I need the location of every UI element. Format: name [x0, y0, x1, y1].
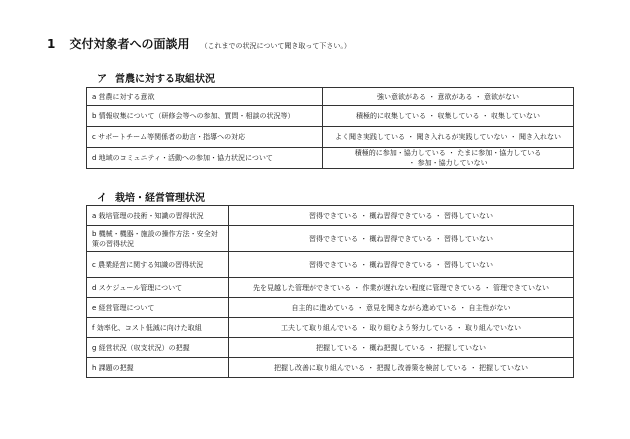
answer-options: 把握し改善に取り組んでいる ・ 把握し改善策を検討している ・ 把握していない: [229, 358, 574, 378]
table-row: [87, 88, 574, 106]
answer-options: 強い意欲がある ・ 意欲がある ・ 意欲がない: [323, 88, 574, 106]
answer-options: よく聞き実践している ・ 聞き入れるが実践していない ・ 聞き入れない: [323, 127, 574, 148]
section-b-heading: [97, 189, 205, 204]
table-row: [87, 252, 574, 278]
section-a-title: 営農に対する取組状況: [115, 74, 215, 85]
table-row: [87, 206, 574, 226]
question-cell: c 農業経営に関する知識の習得状況: [87, 252, 229, 278]
question-cell: b 機械・機器・施設の操作方法・安全対策の習得状況: [87, 226, 229, 252]
question-cell: c サポートチーム等関係者の助言・指導への対応: [87, 127, 323, 148]
answer-options: 習得できている ・ 概ね習得できている ・ 習得していない: [229, 226, 574, 252]
table-row: [87, 358, 574, 378]
section-a-heading: [97, 70, 215, 85]
answer-options: 自主的に進めている ・ 意見を聞きながら進めている ・ 自主性がない: [229, 298, 574, 318]
section-b-title: 栽培・経営管理状況: [115, 193, 205, 204]
table-row: [87, 278, 574, 298]
question-cell: a 営農に対する意欲: [87, 88, 323, 106]
table-row: [87, 148, 574, 169]
answer-options: 先を見越した管理ができている ・ 作業が遅れない程度に管理できている ・ 管理できていない: [229, 278, 574, 298]
table-row: [87, 127, 574, 148]
question-cell: f 効率化、コスト低減に向けた取組: [87, 318, 229, 338]
answer-options: 積極的に参加・協力している ・ たまに参加・協力している ・ 参加・協力していない: [323, 148, 574, 169]
question-cell: h 課題の把握: [87, 358, 229, 378]
answer-options: 把握している ・ 概ね把握している ・ 把握していない: [229, 338, 574, 358]
answer-options: 習得できている ・ 概ね習得できている ・ 習得していない: [229, 252, 574, 278]
question-cell: e 経営管理について: [87, 298, 229, 318]
table-row: [87, 226, 574, 252]
table-row: [87, 318, 574, 338]
title-number: 1: [47, 37, 56, 51]
answer-options: 工夫して取り組んでいる ・ 取り組むよう努力している ・ 取り組んでいない: [229, 318, 574, 338]
question-cell: b 情報収集について（研修会等への参加、質問・相談の状況等）: [87, 106, 323, 127]
table-row: [87, 298, 574, 318]
question-cell: d スケジュール管理について: [87, 278, 229, 298]
section-b-mark: イ: [97, 193, 107, 204]
question-cell: g 経営状況（収支状況）の把握: [87, 338, 229, 358]
title-note: （これまでの状況について聞き取って下さい。）: [200, 42, 351, 50]
table-row: [87, 338, 574, 358]
section-a-mark: ア: [97, 74, 107, 85]
question-cell: d 地域のコミュニティ・活動への参加・協力状況について: [87, 148, 323, 169]
question-cell: a 栽培管理の技術・知識の習得状況: [87, 206, 229, 226]
answer-options: 積極的に収集している ・ 収集している ・ 収集していない: [323, 106, 574, 127]
answer-options: 習得できている ・ 概ね習得できている ・ 習得していない: [229, 206, 574, 226]
page-title: [47, 33, 351, 52]
table-row: [87, 106, 574, 127]
section-a-table: [86, 87, 574, 169]
section-b-table: [86, 205, 574, 378]
title-text: 交付対象者への面談用: [69, 37, 190, 51]
